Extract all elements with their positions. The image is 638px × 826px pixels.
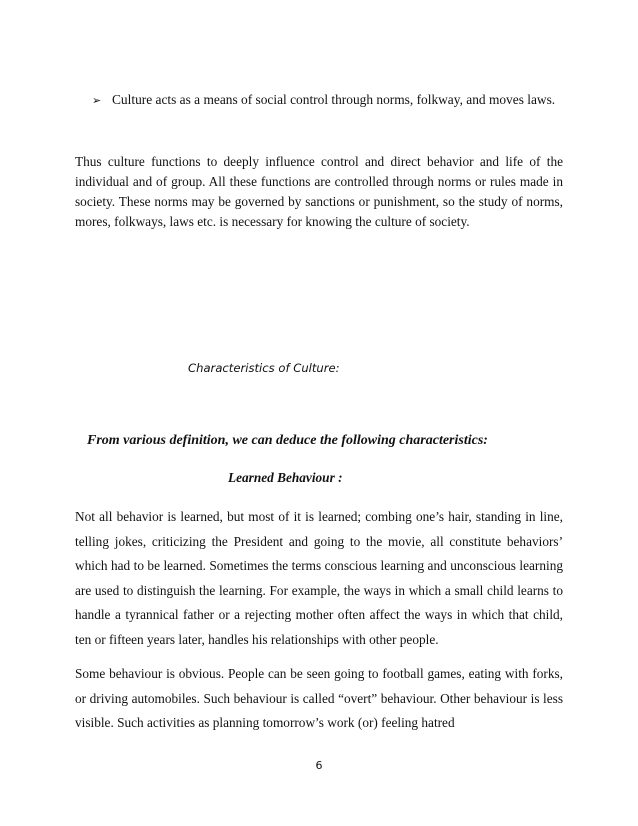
subheading-learned-behaviour: Learned Behaviour : — [228, 470, 343, 485]
bullet-item — [92, 92, 592, 108]
paragraph-overt-behaviour: Some behaviour is obvious. People can be seen going to football games, eating with forks, or driving automobiles. Such behaviour is called “overt” behaviour. Other behaviour is less visible. Such activities as planning tomorrow’s work (or) feeling hatred — [75, 666, 563, 730]
page-number: 6 — [315, 759, 323, 772]
bullet-text: Culture acts as a means of social control through norms, folkway, and moves laws. — [112, 92, 556, 107]
paragraph-culture-functions: Thus culture functions to deeply influence control and direct behavior and life of the individual and of group. All these functions are controlled through norms or rules made in society. These norms may be governed by sanctions or punishment, so the study of norms, mores, folkways, laws etc. is necessary for knowing the culture of society. — [75, 154, 563, 229]
arrow-bullet-icon: ➢ — [92, 94, 102, 107]
section-title: Characteristics of Culture: — [188, 361, 340, 375]
intro-heading: From various definition, we can deduce the following characteristics: — [87, 433, 488, 448]
paragraph-learned-behaviour: Not all behavior is learned, but most of it is learned; combing one’s hair, standing in line, telling jokes, criticizing the President and going to the movie, all constitute behaviors’ which had to be learned. Sometimes the terms conscious learning and unconscious learning are used to distinguish the learning. For example, the ways in which a small child learns to handle a tyrannical father or a rejecting mother often affect the ways in which that child, ten or fifteen years later, handles his relationships with other people. — [75, 509, 563, 647]
